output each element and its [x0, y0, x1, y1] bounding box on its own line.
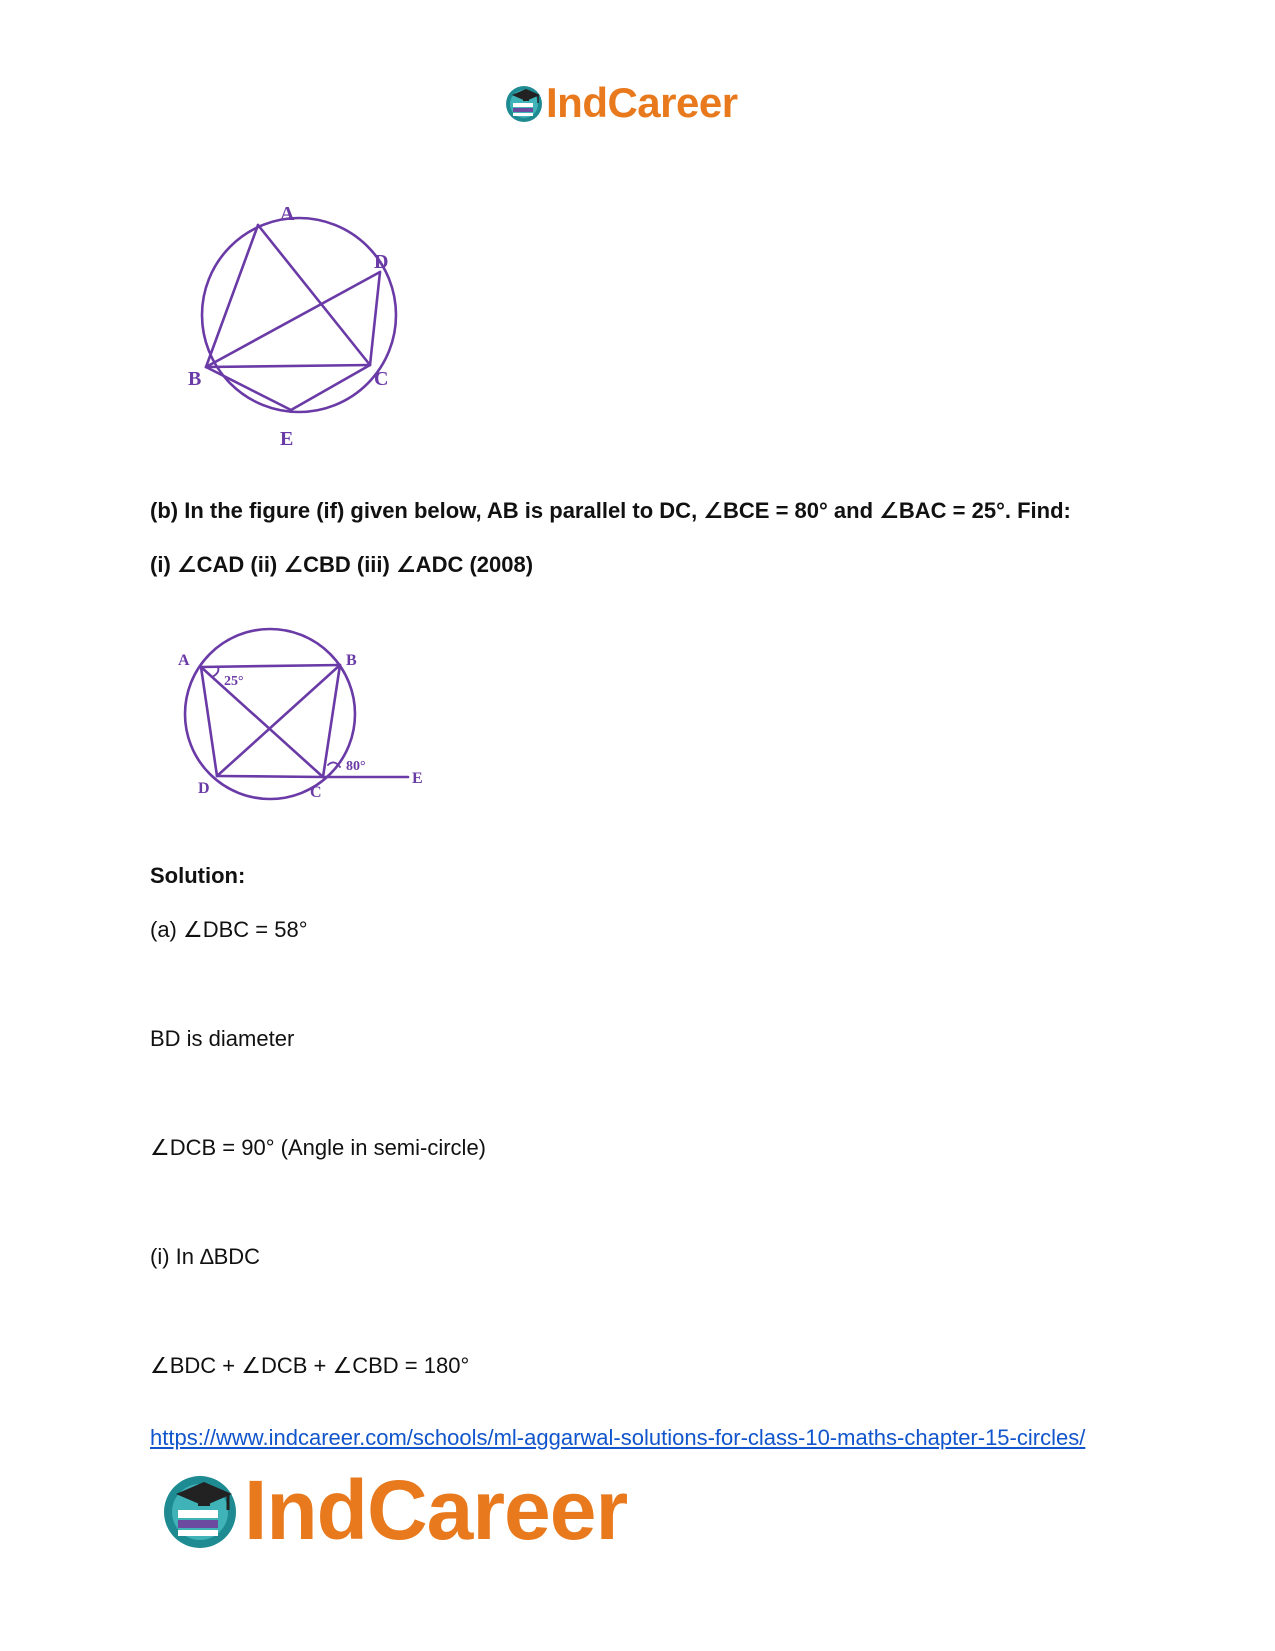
solution-line-5: ∠BDC + ∠DCB + ∠CBD = 180° [150, 1353, 470, 1378]
point-label-a: A [280, 203, 295, 225]
point-label-c: C [310, 784, 322, 801]
solution-heading: Solution: [150, 863, 246, 888]
point-label-d: D [374, 251, 389, 273]
circle-figure-b [178, 625, 440, 815]
point-label-b: B [346, 652, 357, 669]
point-label-e: E [412, 770, 423, 787]
brand-name: IndCareer [244, 1462, 628, 1557]
question-b-line2: (i) ∠CAD (ii) ∠CBD (iii) ∠ADC (2008) [150, 552, 534, 577]
angle-label-bce: 80° [346, 759, 366, 774]
solution-line-2: BD is diameter [150, 1026, 295, 1051]
graduation-cap-book-icon [504, 83, 544, 123]
circle-figure-a [188, 200, 420, 462]
point-label-e: E [280, 428, 294, 450]
point-label-b: B [188, 368, 202, 390]
question-b-line1: (b) In the figure (if) given below, AB is parallel to DC, ∠BCE = 80° and ∠BAC = 25°. Find: [150, 498, 1071, 523]
point-label-a: A [178, 652, 190, 669]
header-logo [504, 80, 738, 126]
solution-line-1: (a) ∠DBC = 58° [150, 917, 308, 942]
solution-line-3: ∠DCB = 90° (Angle in semi-circle) [150, 1135, 487, 1160]
footer-logo [160, 1462, 628, 1557]
source-url-link[interactable]: https://www.indcareer.com/schools/ml-aggarwal-solutions-for-class-10-maths-chapter-15-circles/ [150, 1425, 1086, 1450]
graduation-cap-book-icon [160, 1470, 240, 1550]
solution-line-4: (i) In ∆BDC [150, 1244, 261, 1269]
angle-label-bac: 25° [224, 674, 244, 689]
point-label-d: D [198, 780, 210, 797]
brand-name: IndCareer [546, 79, 738, 126]
point-label-c: C [374, 368, 389, 390]
